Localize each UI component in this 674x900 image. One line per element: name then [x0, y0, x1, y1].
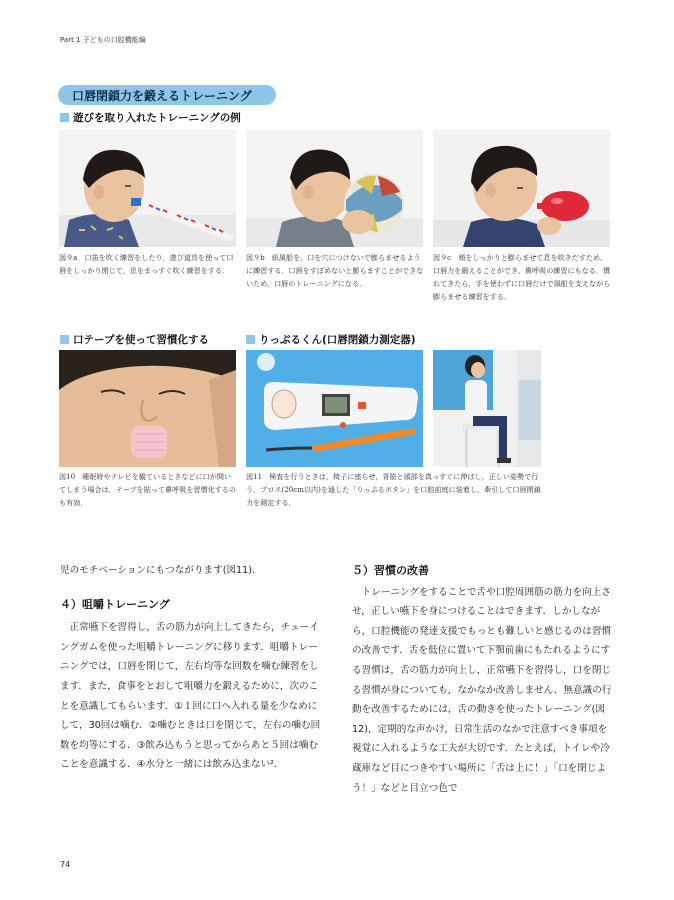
running-head: Part 1 子どもの口腔機能編 [60, 36, 146, 44]
fig9c-caption: 図９c 頬をしっかりと膨らませて息を吹きだすため，口唇力を鍛えることができ，鼻呼吸の練習にもなる．慣れてきたら，手を使わずに口唇だけで風船を支えながら膨らませる練習をする． [433, 253, 611, 301]
subsection-tape-heading: 口テープを使って習慣化する [60, 332, 209, 347]
heading-chewing-training: ４）咀嚼トレーニング [60, 597, 170, 611]
subsection-play-heading: 遊びを取り入れたトレーニングの例 [60, 110, 241, 125]
heading-marker [246, 335, 255, 344]
heading-marker [60, 335, 69, 344]
chewing-paragraph: 正常嚥下を習得し，舌の筋力が向上してきたら，チューイングガムを使った咀嚼トレーニングに移ります．咀嚼トレーニングでは，口唇を閉じて，左右均等な回数を噛む練習をします．また，食事をとおして咀嚼力を鍛えるために，次のことを意識してもらいます．①１回に口へ入れる量を少なめにして，30回は噛む．②噛むときは口を閉じて，左右の噛む回数を均等にする．③飲み込もうと思ってからあと５回は噛むことを意識する．④水分と一緒には飲み込まない²． [60, 622, 321, 771]
left-intro: 児のモチベーションにもつながります(図11)． [60, 565, 262, 576]
fig11-caption: 図11 検査を行うときは，椅子に座らせ，背筋と頭部を真っすぐに伸ばし，正しい姿勢で行う．プロス(20cm以内)を通した「りっぷるボタン」を口腔前庭に装着し，牽引して口唇閉鎖力を測定する． [246, 472, 541, 507]
fig10-caption: 図10 睡眠時やテレビを観ているときなどに口が開いてしまう場合は，テープを貼って鼻呼吸を習慣化するのも有効． [59, 472, 236, 507]
fig9b-caption: 図９b 紙風船を，口を穴につけないで膨らませるように練習する．口唇をすぼめないと膨らますことができないため，口唇のトレーニングになる． [246, 253, 424, 288]
heading-marker [60, 113, 69, 122]
fig9a-caption: 図９a 口笛を吹く練習をしたり，遊び道具を使って口唇をしっかり閉じて，息をまっすぐ吹く練習をする． [59, 253, 234, 275]
habit-paragraph: トレーニングをすることで舌や口腔周囲筋の筋力を向上させ，正しい嚥下を身につけることはできます．しかしながら，口腔機能の発達支援でもっとも難しいと感じるのは習慣の改善です．舌を低位に置いて下顎前歯にもたれるようにする習慣は，舌の筋力が向上し，正常嚥下を習得し，口を閉じる習慣が身についても，なかなか改善しません．無意識の行動を改善するためには，舌の動きを使ったトレーニング(図12)，定期的な声かけ，日常生活のなかで注意すべき事項を視覚に入れるような工夫が大切です．たとえば，トイレや冷蔵庫など目につきやすい場所に「舌は上に！」「口を閉じよう！」などと目立つ色で [352, 586, 612, 794]
photo-fig11-device [246, 350, 423, 467]
right-column [352, 561, 614, 798]
photo-fig9a [59, 130, 236, 247]
heading-habit-improvement: ５）習慣の改善 [352, 564, 429, 577]
photo-fig10 [59, 350, 236, 467]
left-column [60, 561, 322, 775]
photo-fig11-posture [433, 350, 541, 467]
photo-fig9c [433, 130, 610, 247]
page-number: 74 [60, 860, 71, 869]
photo-fig9b [246, 130, 423, 247]
section-title: 口唇閉鎖力を鍛えるトレーニング [58, 85, 276, 105]
subsection-lippuru-heading: りっぷるくん(口唇閉鎖力測定器) [246, 332, 416, 347]
